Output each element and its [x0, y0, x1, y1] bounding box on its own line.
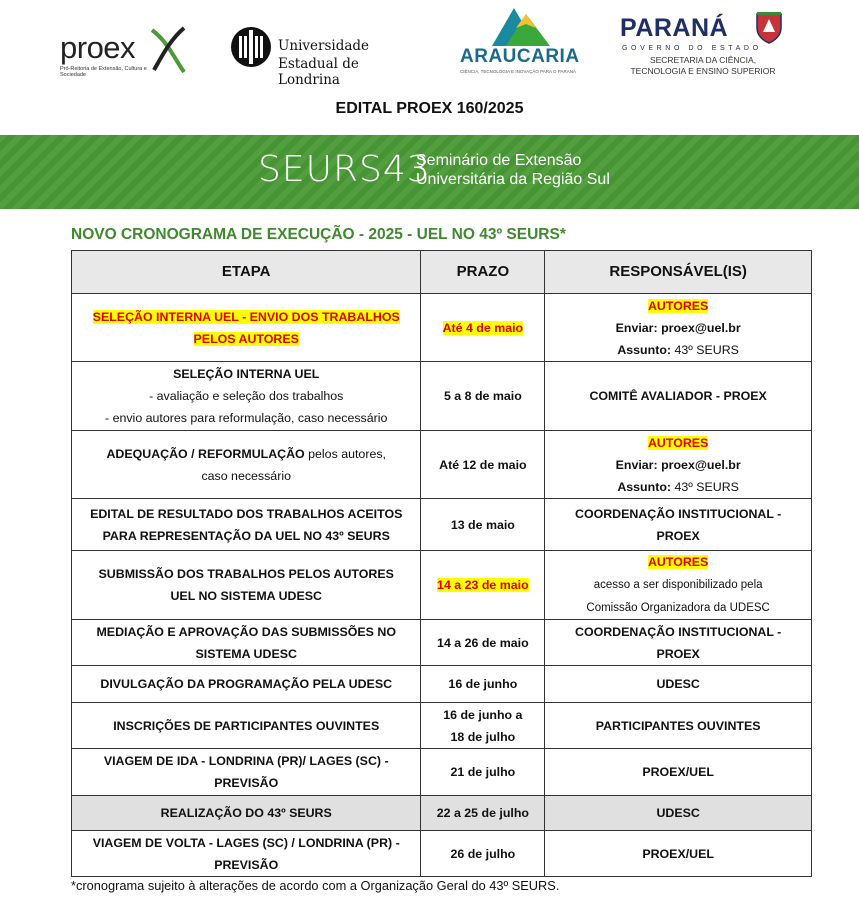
resp-line: AUTORES: [647, 555, 709, 569]
table-row: [72, 703, 812, 749]
etapa-cell: [72, 749, 421, 796]
etapa-bold: ADEQUAÇÃO / REFORMULAÇÃO: [106, 446, 305, 461]
etapa-cell: [72, 499, 421, 551]
prazo-cell: [421, 551, 545, 620]
parana-secretaria-line1: SECRETARIA DA CIÊNCIA,: [649, 55, 757, 65]
table-row: [72, 431, 812, 499]
etapa-line: EDITAL DE RESULTADO DOS TRABALHOS ACEITOS: [90, 506, 403, 521]
responsavel-cell: UDESC: [545, 666, 812, 703]
footnote: *cronograma sujeito à alterações de acordo com a Organização Geral do 43º SEURS.: [71, 878, 560, 893]
prazo-line: 16 de junho a: [443, 707, 523, 722]
uel-logo: [230, 24, 420, 88]
resp-label: Assunto:: [617, 342, 672, 357]
table-row: [72, 666, 812, 703]
header-responsavel: RESPONSÁVEL(IS): [545, 251, 812, 294]
resp-line: PROEX: [656, 646, 700, 661]
etapa-line: - envio autores para reformulação, caso necessário: [105, 411, 388, 425]
responsavel-cell: PROEX/UEL: [545, 831, 812, 877]
resp-line: AUTORES: [647, 435, 709, 450]
header-etapa: ETAPA: [72, 251, 421, 294]
seurs-wordmark: SEURS43: [258, 149, 431, 190]
resp-label: Enviar:: [615, 320, 658, 335]
prazo-cell: 26 de julho: [421, 831, 545, 877]
table-row: [72, 294, 812, 362]
schedule-table: [71, 250, 812, 877]
prazo-cell: 5 a 8 de maio: [421, 362, 545, 431]
table-row: [72, 620, 812, 666]
uel-name-line2: Estadual de Londrina: [278, 56, 359, 88]
etapa-line: - avaliação e seleção dos trabalhos: [149, 389, 344, 403]
responsavel-cell: COMITÊ AVALIADOR - PROEX: [545, 362, 812, 431]
proex-subtitle: Pró-Reitoria de Extensão, Cultura e Sociedade: [60, 66, 147, 78]
prazo-cell: 13 de maio: [421, 499, 545, 551]
araucaria-subtitle: CIÊNCIA, TECNOLOGIA E INOVAÇÃO PARA O PARANÁ: [460, 69, 576, 74]
proex-x-icon: [148, 24, 188, 76]
prazo-value: 14 a 23 de maio: [437, 578, 529, 592]
parana-gov: GOVERNO DO ESTADO: [622, 45, 762, 52]
prazo-cell: 14 a 26 de maio: [421, 620, 545, 666]
edital-title: EDITAL PROEX 160/2025: [335, 100, 524, 117]
table-row: [72, 499, 812, 551]
etapa-cell: DIVULGAÇÃO DA PROGRAMAÇÃO PELA UDESC: [72, 666, 421, 703]
proex-wordmark: proex: [60, 30, 136, 65]
responsavel-cell: [545, 294, 812, 362]
table-row: [72, 551, 812, 620]
parana-secretaria-line2: TECNOLOGIA E ENSINO SUPERIOR: [630, 66, 776, 76]
prazo-cell: 21 de julho: [421, 749, 545, 796]
etapa-line: SELEÇÃO INTERNA UEL: [173, 367, 320, 381]
table-row: [72, 362, 812, 431]
etapa-line: SISTEMA UDESC: [195, 646, 297, 661]
etapa-cell: [72, 294, 421, 362]
header-prazo: PRAZO: [421, 251, 545, 294]
seurs-subtitle-line1: Seminário de Extensão: [416, 152, 582, 169]
araucaria-mountain-icon: [486, 0, 556, 48]
seurs-subtitle-line2: Universitária da Região Sul: [416, 171, 610, 188]
proex-logo: [60, 22, 190, 82]
uel-name-line1: Universidade: [278, 38, 370, 54]
responsavel-cell: [545, 551, 812, 620]
etapa-cell: INSCRIÇÕES DE PARTICIPANTES OUVINTES: [72, 703, 421, 749]
etapa-line: UEL NO SISTEMA UDESC: [170, 589, 322, 603]
etapa-line: PREVISÃO: [214, 857, 279, 872]
etapa-line: SUBMISSÃO DOS TRABALHOS PELOS AUTORES: [98, 567, 394, 581]
etapa-line: PARA REPRESENTAÇÃO DA UEL NO 43º SEURS: [102, 528, 390, 543]
etapa-normal: pelos autores,: [304, 446, 386, 461]
resp-line: Comissão Organizadora da UDESC: [586, 602, 770, 614]
prazo-line: 18 de julho: [450, 729, 516, 744]
resp-label: Enviar:: [615, 457, 658, 472]
resp-subject: 43º SEURS: [674, 342, 739, 357]
responsavel-cell: [545, 431, 812, 499]
resp-line: AUTORES: [647, 298, 709, 313]
section-title: NOVO CRONOGRAMA DE EXECUÇÃO - 2025 - UEL NO 43º SEURS*: [71, 226, 566, 243]
table-row: [72, 749, 812, 796]
etapa-line: PREVISÃO: [214, 776, 279, 790]
prazo-cell: 16 de junho: [421, 666, 545, 703]
araucaria-logo: [458, 0, 592, 82]
etapa-line: VIAGEM DE IDA - LONDRINA (PR)/ LAGES (SC) -: [103, 754, 389, 768]
etapa-cell: [72, 362, 421, 431]
prazo-cell: [421, 294, 545, 362]
responsavel-cell: PROEX/UEL: [545, 749, 812, 796]
parana-coat-of-arms-icon: [754, 10, 784, 44]
uel-emblem-icon: [230, 24, 274, 70]
resp-email: proex@uel.br: [661, 457, 741, 472]
responsavel-cell: UDESC: [545, 796, 812, 831]
table-row: [72, 796, 812, 831]
etapa-cell: [72, 551, 421, 620]
prazo-cell: 22 a 25 de julho: [421, 796, 545, 831]
etapa-line: caso necessário: [201, 468, 291, 483]
responsavel-cell: PARTICIPANTES OUVINTES: [545, 703, 812, 749]
responsavel-cell: [545, 620, 812, 666]
resp-line: COORDENAÇÃO INSTITUCIONAL -: [575, 506, 782, 521]
table-row: [72, 831, 812, 877]
parana-logo: [620, 10, 790, 82]
seurs-banner: [0, 135, 859, 209]
header-logos: [0, 0, 859, 90]
responsavel-cell: [545, 499, 812, 551]
prazo-cell: Até 12 de maio: [421, 431, 545, 499]
etapa-line: VIAGEM DE VOLTA - LAGES (SC) / LONDRINA (PR) -: [92, 835, 400, 850]
resp-label: Assunto:: [617, 479, 672, 494]
resp-subject: 43º SEURS: [674, 479, 739, 494]
etapa-line: MEDIAÇÃO E APROVAÇÃO DAS SUBMISSÕES NO: [96, 624, 396, 639]
etapa-line: PELOS AUTORES: [193, 331, 299, 346]
prazo-cell: [421, 703, 545, 749]
resp-line: COORDENAÇÃO INSTITUCIONAL -: [575, 624, 782, 639]
resp-email: proex@uel.br: [661, 320, 741, 335]
etapa-cell: REALIZAÇÃO DO 43º SEURS: [72, 796, 421, 831]
table-header-row: [72, 251, 812, 294]
etapa-cell: [72, 831, 421, 877]
etapa-line: SELEÇÃO INTERNA UEL - ENVIO DOS TRABALHOS: [92, 309, 400, 324]
araucaria-name: ARAUCARIA: [460, 46, 580, 67]
resp-line: acesso a ser disponibilizado pela: [593, 579, 763, 591]
parana-name: PARANÁ: [620, 14, 729, 42]
resp-line: PROEX: [656, 528, 700, 543]
prazo-value: Até 4 de maio: [442, 320, 524, 335]
etapa-cell: [72, 431, 421, 499]
etapa-cell: [72, 620, 421, 666]
